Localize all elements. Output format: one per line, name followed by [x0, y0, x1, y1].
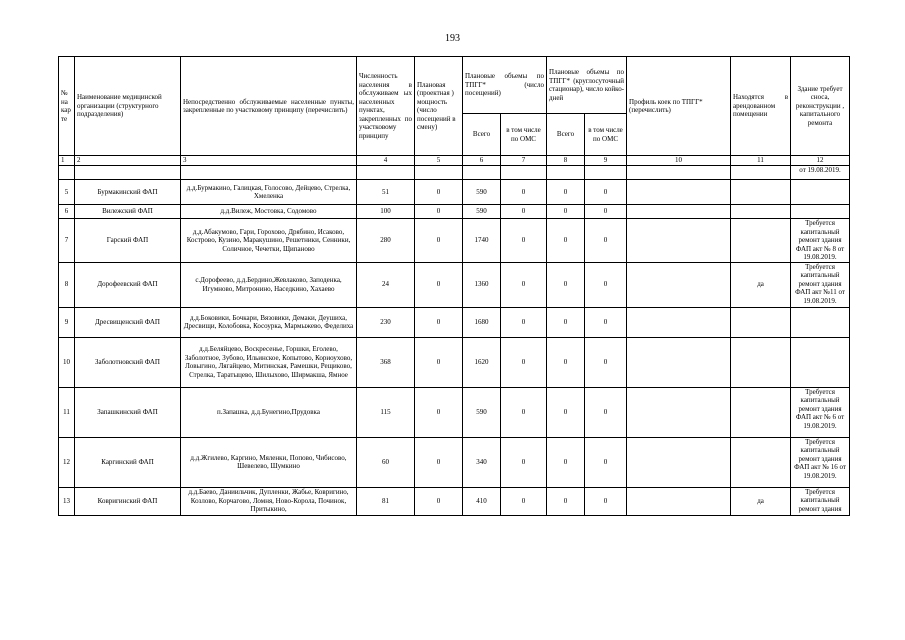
beds-oms-value: 0: [585, 487, 627, 515]
table-row: [59, 262, 850, 307]
bed-profile-value: [627, 262, 731, 307]
rented-value: [731, 180, 791, 205]
visits-oms-value: 0: [501, 307, 547, 337]
organization-name: Дорофеевский ФАП: [75, 262, 181, 307]
repair-status: Требуется капитальный ремонт здания: [791, 487, 850, 515]
visits-oms-value: 0: [501, 205, 547, 219]
continuation-repair-text: от 19.08.2019.: [791, 166, 850, 180]
beds-oms-value: 0: [585, 437, 627, 487]
visits-total-value: 590: [463, 387, 501, 437]
capacity-value: 0: [415, 205, 463, 219]
table-row: [59, 205, 850, 219]
capacity-value: 0: [415, 180, 463, 205]
column-index: 12: [791, 156, 850, 166]
header-bed-profile: Профиль коек по ТПГГ* (перечислить): [627, 57, 731, 156]
header-planned-hospital: Плановые объемы по ТПГГ* (круглосуточный стационар), число койко-дней: [547, 57, 627, 114]
header-visits-oms: в том числе по ОМС: [501, 114, 547, 156]
rented-value: [731, 437, 791, 487]
organization-name: Гарский ФАП: [75, 219, 181, 263]
settlements-list: д.д.Беляйцево, Воскресенье, Горшки, Еголево, Заболотное, Зубово, Ильинское, Копытово, Кориоухово, Ловыгино, Лягайцево, Митинская, Рамешки, Рещиково, Стрелка, Таратыцево, Шилыхово, Ширмакша, Ямное: [181, 337, 357, 387]
row-number: 6: [59, 205, 75, 219]
bed-profile-value: [627, 219, 731, 263]
column-index: 3: [181, 156, 357, 166]
organization-name: Вилежский ФАП: [75, 205, 181, 219]
column-index-row: [59, 156, 850, 166]
row-number: 5: [59, 180, 75, 205]
organization-name: Каргинский ФАП: [75, 437, 181, 487]
row-number: 12: [59, 437, 75, 487]
bed-profile-value: [627, 437, 731, 487]
header-beds-oms: в том числе по ОМС: [585, 114, 627, 156]
table-row: [59, 180, 850, 205]
beds-oms-value: 0: [585, 180, 627, 205]
visits-oms-value: 0: [501, 337, 547, 387]
beds-total-value: 0: [547, 437, 585, 487]
row-number: 10: [59, 337, 75, 387]
settlements-list: д.д.Боковики, Бочкари, Вязовики, Демаки, Деушиха, Дресвищи, Колобовка, Косоурка, Мармыжево, Феделиха: [181, 307, 357, 337]
organization-name: Заболотновский ФАП: [75, 337, 181, 387]
beds-oms-value: 0: [585, 337, 627, 387]
bed-profile-value: [627, 387, 731, 437]
continuation-row: [59, 166, 850, 180]
population-value: 81: [357, 487, 415, 515]
organization-name: Бурмакинский ФАП: [75, 180, 181, 205]
visits-total-value: 1680: [463, 307, 501, 337]
column-index: 7: [501, 156, 547, 166]
rented-value: [731, 307, 791, 337]
beds-oms-value: 0: [585, 205, 627, 219]
header-repair: Здание требует сноса, реконструкции , капитального ремонта: [791, 57, 850, 156]
beds-total-value: 0: [547, 262, 585, 307]
capacity-value: 0: [415, 437, 463, 487]
settlements-list: д.д.Бурмакино, Галицкая, Голосово, Дейцево, Стрелка, Хмеленка: [181, 180, 357, 205]
rented-value: да: [731, 487, 791, 515]
beds-total-value: 0: [547, 487, 585, 515]
header-num: № на кар те: [59, 57, 75, 156]
beds-total-value: 0: [547, 205, 585, 219]
capacity-value: 0: [415, 387, 463, 437]
population-value: 230: [357, 307, 415, 337]
page-number: 193: [445, 33, 460, 44]
facilities-table: [58, 56, 850, 516]
table-row: [59, 387, 850, 437]
beds-total-value: 0: [547, 337, 585, 387]
rented-value: [731, 387, 791, 437]
bed-profile-value: [627, 205, 731, 219]
repair-status: [791, 180, 850, 205]
visits-oms-value: 0: [501, 180, 547, 205]
bed-profile-value: [627, 307, 731, 337]
rented-value: [731, 205, 791, 219]
settlements-list: д.д.Жгилево, Каргино, Мяленки, Попово, Чибисово, Шевелево, Шумкино: [181, 437, 357, 487]
table-row: [59, 487, 850, 515]
beds-oms-value: 0: [585, 387, 627, 437]
visits-total-value: 590: [463, 180, 501, 205]
population-value: 60: [357, 437, 415, 487]
column-index: 9: [585, 156, 627, 166]
organization-name: Запашкинский ФАП: [75, 387, 181, 437]
beds-total-value: 0: [547, 180, 585, 205]
capacity-value: 0: [415, 487, 463, 515]
organization-name: Ковригинский ФАП: [75, 487, 181, 515]
table-row: [59, 219, 850, 263]
column-index: 11: [731, 156, 791, 166]
capacity-value: 0: [415, 307, 463, 337]
beds-total-value: 0: [547, 387, 585, 437]
population-value: 280: [357, 219, 415, 263]
beds-oms-value: 0: [585, 262, 627, 307]
bed-profile-value: [627, 487, 731, 515]
visits-oms-value: 0: [501, 262, 547, 307]
column-index: 6: [463, 156, 501, 166]
column-index: 5: [415, 156, 463, 166]
population-value: 115: [357, 387, 415, 437]
repair-status: Требуется капитальный ремонт здания ФАП акт № 8 от 19.08.2019.: [791, 219, 850, 263]
visits-total-value: 1360: [463, 262, 501, 307]
row-number: 8: [59, 262, 75, 307]
visits-total-value: 340: [463, 437, 501, 487]
header-organization: Наименование медицинской организации (структурного подразделения): [75, 57, 181, 156]
organization-name: Дресвищенский ФАП: [75, 307, 181, 337]
header-beds-total: Всего: [547, 114, 585, 156]
bed-profile-value: [627, 337, 731, 387]
capacity-value: 0: [415, 337, 463, 387]
settlements-list: с.Дорофеево, д.д.Бердино,Жевлаково, Заподенка, Игумново, Митронино, Наседкино, Хахаево: [181, 262, 357, 307]
population-value: 24: [357, 262, 415, 307]
settlements-list: п.Запашка, д.д.Бунегино,Прудовка: [181, 387, 357, 437]
header-settlements: Непосредственно обслуживаемые населенные пункты, закрепленные по участковому принципу (перечислить): [181, 57, 357, 156]
table-row: [59, 337, 850, 387]
settlements-list: д.д.Абакумово, Гари, Горохово, Дрябино, Исаково, Кострово, Кузино, Маракушино, Решетники, Сенники, Соличное, Чечетки, Щипаново: [181, 219, 357, 263]
settlements-list: д.д.Вилеж, Мостовка, Содомово: [181, 205, 357, 219]
row-number: 13: [59, 487, 75, 515]
visits-oms-value: 0: [501, 487, 547, 515]
settlements-list: д.д.Баево, Даниильчик, Дупленки, Жабье, Ковригино, Козлово, Корчагово, Ломня, Ново-Корола, Починок, Притыкино,: [181, 487, 357, 515]
beds-total-value: 0: [547, 307, 585, 337]
column-index: 2: [75, 156, 181, 166]
row-number: 11: [59, 387, 75, 437]
capacity-value: 0: [415, 219, 463, 263]
visits-oms-value: 0: [501, 437, 547, 487]
header-population: Численность населения в обслуживаем ых населенных пунктах, закрепленных по участковому принципу: [357, 57, 415, 156]
repair-status: [791, 337, 850, 387]
visits-total-value: 590: [463, 205, 501, 219]
beds-oms-value: 0: [585, 219, 627, 263]
rented-value: [731, 337, 791, 387]
visits-total-value: 1740: [463, 219, 501, 263]
repair-status: Требуется капитальный ремонт здания ФАП акт № 16 от 19.08.2019.: [791, 437, 850, 487]
visits-total-value: 410: [463, 487, 501, 515]
rented-value: [731, 219, 791, 263]
capacity-value: 0: [415, 262, 463, 307]
beds-total-value: 0: [547, 219, 585, 263]
population-value: 100: [357, 205, 415, 219]
row-number: 7: [59, 219, 75, 263]
table-row: [59, 307, 850, 337]
visits-oms-value: 0: [501, 387, 547, 437]
visits-oms-value: 0: [501, 219, 547, 263]
rented-value: да: [731, 262, 791, 307]
repair-status: Требуется капитальный ремонт здания ФАП акт № 6 от 19.08.2019.: [791, 387, 850, 437]
row-number: 9: [59, 307, 75, 337]
header-visits-total: Всего: [463, 114, 501, 156]
beds-oms-value: 0: [585, 307, 627, 337]
table-row: [59, 437, 850, 487]
header-planned-visits: Плановые объемы по ТПГГ* (число посещений): [463, 57, 547, 114]
population-value: 368: [357, 337, 415, 387]
population-value: 51: [357, 180, 415, 205]
bed-profile-value: [627, 180, 731, 205]
column-index: 4: [357, 156, 415, 166]
column-index: 1: [59, 156, 75, 166]
repair-status: [791, 205, 850, 219]
column-index: 10: [627, 156, 731, 166]
repair-status: [791, 307, 850, 337]
visits-total-value: 1620: [463, 337, 501, 387]
column-index: 8: [547, 156, 585, 166]
header-capacity: Плановая (проектная ) мощность (число посещений в смену): [415, 57, 463, 156]
repair-status: Требуется капитальный ремонт здания ФАП акт №11 от 19.08.2019.: [791, 262, 850, 307]
header-rented: Находятся в арендованном помещении: [731, 57, 791, 156]
